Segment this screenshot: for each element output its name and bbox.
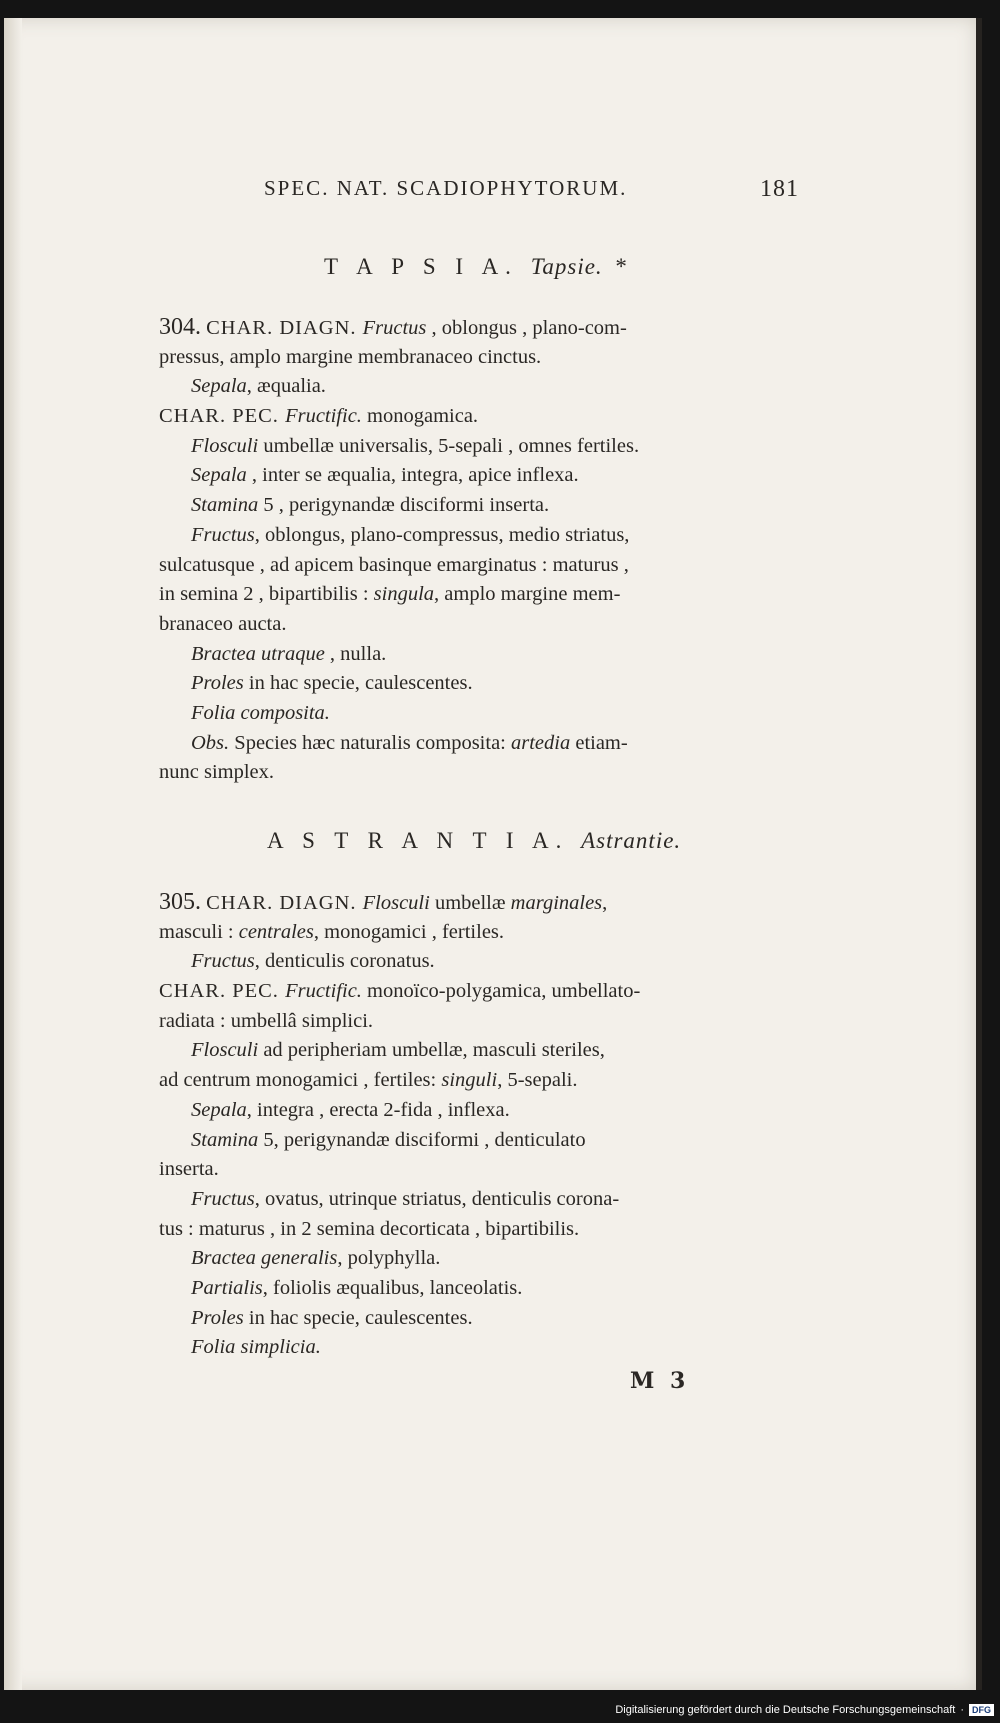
text-run: 5, perigynandæ disciformi , denticulato — [258, 1128, 586, 1151]
entry-number: 304. — [159, 314, 201, 340]
text-line — [159, 610, 799, 640]
text-line — [159, 491, 799, 521]
char-label: CHAR. PEC. — [159, 405, 286, 428]
text-line — [159, 1155, 799, 1185]
text-line — [159, 432, 799, 462]
text-run: , foliolis æqualibus, lanceolatis. — [262, 1276, 523, 1299]
italic-term: marginales — [510, 892, 603, 914]
text-run: ad centrum monogamici , fertiles: — [159, 1069, 442, 1092]
text-run: radiata : umbellâ simplici. — [159, 1009, 374, 1032]
italic-term: Fructific. — [285, 405, 362, 428]
text-line — [159, 521, 799, 551]
title-french: Tapsie. — [530, 254, 603, 279]
text-line — [159, 640, 799, 670]
text-run: , 5-sepali. — [497, 1069, 578, 1092]
page-gutter-shadow — [4, 18, 22, 1690]
italic-term: Bractea utraque — [191, 642, 325, 665]
text-line — [159, 1333, 799, 1363]
text-run: etiam- — [570, 731, 628, 754]
text-line — [159, 669, 799, 699]
text-line — [159, 977, 799, 1007]
char-label: CHAR. DIAGN. — [206, 317, 363, 339]
text-run: monogamica. — [361, 405, 479, 428]
text-run: masculi : — [159, 920, 239, 943]
italic-term: Fructus — [191, 950, 255, 973]
italic-term: singula — [373, 583, 435, 606]
text-run: in hac specie, caulescentes. — [243, 672, 473, 695]
text-run: , oblongus , plano-com- — [426, 317, 627, 339]
entry-astrantia — [159, 888, 799, 1363]
text-line — [159, 461, 799, 491]
text-run: , denticulis coronatus. — [254, 950, 435, 973]
text-line — [159, 1274, 799, 1304]
italic-term: Proles — [191, 1306, 244, 1329]
italic-term: Folia simplicia. — [191, 1336, 321, 1359]
italic-term: Partialis — [191, 1276, 263, 1299]
italic-term: Sepala — [191, 1098, 247, 1121]
text-line — [159, 1007, 799, 1037]
italic-term: Stamina — [191, 1128, 259, 1151]
text-run: in semina 2 , bipartibilis : — [159, 583, 374, 606]
text-run: , integra , erecta 2-fida , inflexa. — [246, 1098, 510, 1121]
digitization-footer — [615, 1703, 994, 1717]
footer-separator: · — [960, 1704, 964, 1716]
text-run: ad peripheriam umbellæ, masculi steriles, — [258, 1039, 605, 1062]
italic-term: Fructus — [362, 317, 427, 339]
text-line — [159, 1036, 799, 1066]
text-run: inserta. — [159, 1158, 219, 1181]
text-line — [159, 699, 799, 729]
text-line — [159, 1244, 799, 1274]
section-title-tapsia — [324, 254, 964, 280]
title-latin: T A P S I A. — [324, 254, 518, 279]
footer-credit: Digitalisierung gefördert durch die Deutsche Forschungsgemeinschaft — [615, 1704, 956, 1716]
title-marker: * — [615, 254, 634, 279]
entry-number: 305. — [159, 889, 201, 915]
text-run: , — [602, 892, 608, 914]
text-line — [159, 947, 799, 977]
text-line — [159, 1096, 799, 1126]
text-line — [159, 758, 799, 788]
char-label: CHAR. DIAGN. — [206, 892, 363, 914]
text-run: , oblongus, plano-compressus, medio striatus, — [254, 523, 630, 546]
text-run: umbellæ universalis, 5-sepali , omnes fertiles. — [258, 434, 640, 457]
book-page — [4, 18, 982, 1690]
text-line — [159, 729, 799, 759]
italic-term: Proles — [191, 672, 244, 695]
text-run: , ovatus, utrinque striatus, denticulis corona- — [254, 1187, 620, 1210]
italic-term: Sepala — [191, 375, 247, 398]
italic-term: artedia — [511, 731, 571, 754]
text-run: , polyphylla. — [337, 1247, 441, 1270]
entry-tapsia — [159, 313, 799, 788]
text-run: , monogamici , fertiles. — [313, 920, 505, 943]
text-run: sulcatusque , ad apicem basinque emarginatus : maturus , — [159, 553, 629, 576]
text-run: , æqualia. — [246, 375, 326, 398]
text-run: , amplo margine mem- — [434, 583, 621, 606]
text-run: in hac specie, caulescentes. — [243, 1306, 473, 1329]
text-line — [159, 313, 799, 343]
text-line — [159, 580, 799, 610]
text-run: nunc simplex. — [159, 761, 275, 784]
text-line — [159, 343, 799, 373]
running-header — [159, 176, 799, 203]
text-run: tus : maturus , in 2 semina decorticata , bipartibilis. — [159, 1217, 580, 1240]
title-french: Astrantie. — [581, 828, 682, 853]
italic-term: singuli — [441, 1069, 498, 1092]
text-run: monoïco-polygamica, umbellato- — [361, 980, 641, 1003]
italic-term: centrales — [238, 920, 314, 943]
text-run: , inter se æqualia, integra, apice inflexa. — [246, 464, 579, 487]
text-line — [159, 1126, 799, 1156]
text-line — [159, 888, 799, 918]
text-run: Species hæc naturalis composita: — [229, 731, 511, 754]
dfg-logo: DFG — [969, 1704, 994, 1716]
text-line — [159, 551, 799, 581]
italic-term: Bractea generalis — [191, 1247, 338, 1270]
italic-term: Fructus — [191, 1187, 255, 1210]
text-line — [159, 1215, 799, 1245]
text-line — [159, 1066, 799, 1096]
char-label: CHAR. PEC. — [159, 980, 286, 1003]
text-line — [159, 918, 799, 948]
italic-term: Flosculi — [362, 892, 430, 914]
text-line — [159, 402, 799, 432]
text-run: branaceo aucta. — [159, 612, 287, 635]
text-line — [159, 1304, 799, 1334]
italic-term: Fructific. — [285, 980, 362, 1003]
italic-term: Fructus — [191, 523, 255, 546]
text-run: , nulla. — [324, 642, 387, 665]
text-run: umbellæ — [429, 892, 511, 914]
signature-mark: M 3 — [630, 1368, 690, 1394]
running-title: SPEC. NAT. SCADIOPHYTORUM. — [264, 176, 628, 200]
page-number: 181 — [760, 176, 799, 202]
italic-term: Stamina — [191, 494, 259, 517]
title-latin: A S T R A N T I A. — [267, 828, 569, 853]
text-line — [159, 372, 799, 402]
italic-term: Obs. — [191, 731, 230, 754]
text-run: pressus, amplo margine membranaceo cinctus. — [159, 345, 542, 368]
italic-term: Sepala — [191, 464, 247, 487]
section-title-astrantia — [267, 828, 907, 854]
italic-term: Flosculi — [191, 1039, 259, 1062]
italic-term: Flosculi — [191, 434, 259, 457]
text-run: 5 , perigynandæ disciformi inserta. — [258, 494, 550, 517]
text-line — [159, 1185, 799, 1215]
italic-term: Folia composita. — [191, 701, 330, 724]
